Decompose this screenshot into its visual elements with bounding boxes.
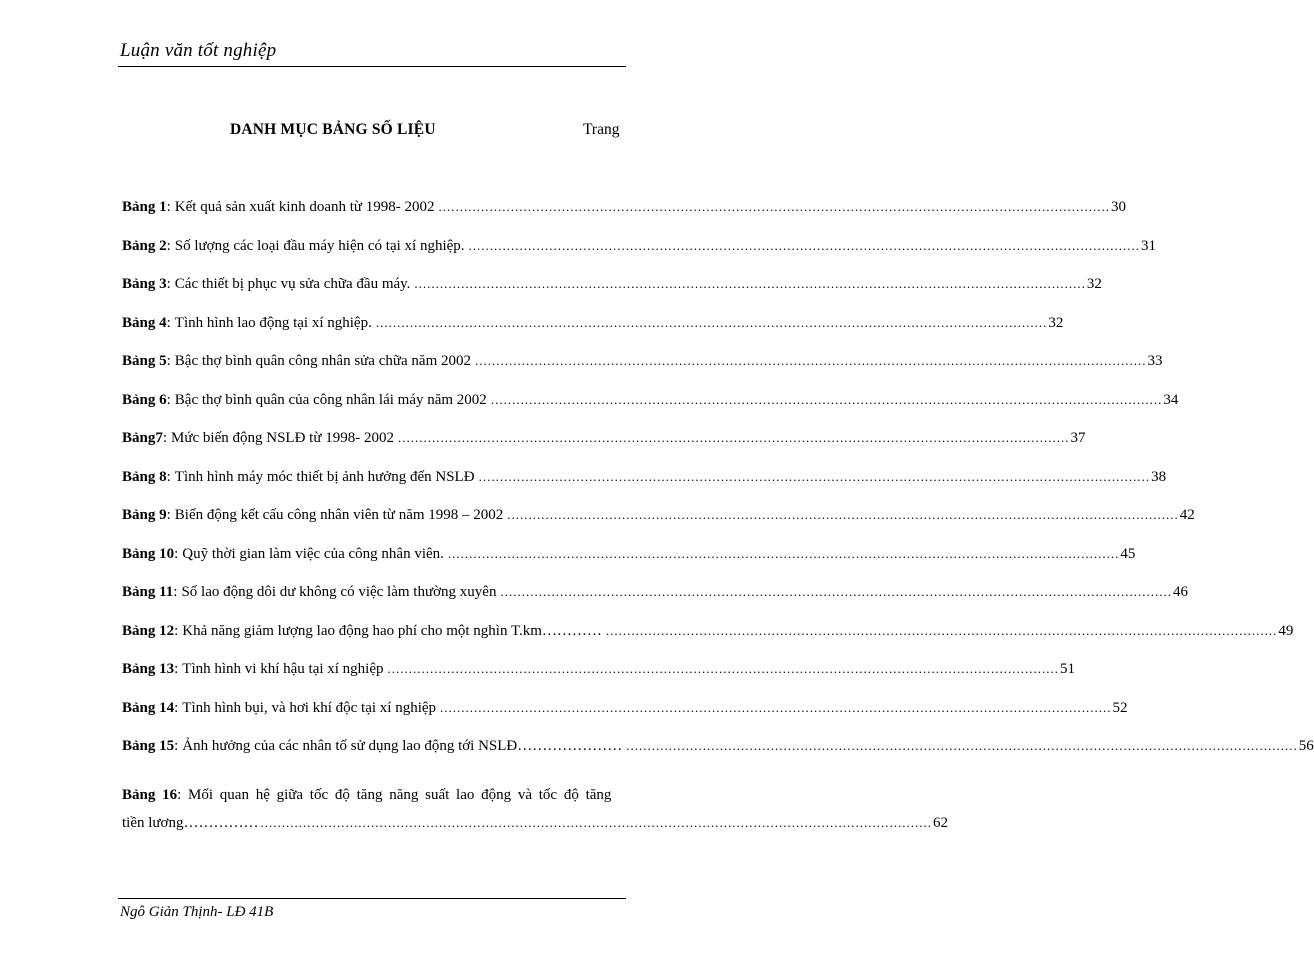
entry-text: Các thiết bị phục vụ sửa chữa đầu máy. (174, 276, 411, 292)
toc-entry (122, 199, 1127, 238)
toc-entry (122, 661, 1076, 700)
leader-dots (376, 315, 1048, 331)
entry-separator: : (177, 786, 189, 803)
entry-label: Bảng 6 (122, 391, 167, 408)
entry-label: Bảng 11 (122, 584, 174, 600)
entry-label: Bảng 10 (122, 545, 175, 562)
toc-entry-multiline (122, 781, 948, 837)
entry-label: Bảng 15 (122, 738, 175, 754)
entry-page: 51 (1060, 661, 1076, 677)
entry-page: 34 (1163, 391, 1179, 408)
leader-dots (398, 430, 1070, 446)
entry-separator: : (166, 507, 171, 523)
toc-entry (122, 430, 1086, 469)
entry-label: Bảng 4 (122, 314, 167, 331)
entry-separator: : (166, 391, 171, 408)
toc-entry (122, 276, 1102, 315)
entry-separator: : (173, 584, 178, 600)
entry-page: 49 (1278, 622, 1294, 639)
entry-page: 62 (932, 814, 948, 831)
entry-text: Kết quả sản xuất kinh doanh từ 1998- 2002 (174, 199, 435, 215)
leader-dots (440, 700, 1112, 716)
entry-text: Mối quan hệ giữa tốc độ tăng năng suất lao động và tốc độ tăng (188, 786, 612, 803)
entry-separator: : (174, 545, 179, 562)
entry-label: Bảng 9 (122, 507, 167, 523)
entry-page: 52 (1112, 699, 1128, 716)
footer-divider (118, 898, 626, 899)
entry-text: Bậc thợ bình quân công nhân sửa chữa năm 2002 (174, 353, 471, 369)
leader-dots (414, 276, 1086, 292)
toc-entry (122, 391, 1179, 431)
entry-page: 30 (1111, 199, 1127, 215)
entry-page: 33 (1147, 353, 1163, 369)
toc-entry (122, 468, 1167, 508)
entry-page: 38 (1151, 468, 1167, 485)
toc-entry (122, 545, 1136, 585)
entry-text: Mức biến động NSLĐ từ 1998- 2002 (171, 430, 394, 446)
leader-dots (388, 661, 1060, 677)
entry-text: Biến động kết cấu công nhân viên từ năm 1998 – 2002 (174, 507, 504, 523)
entry-text: Khả năng giảm lượng lao động hao phí cho một nghìn T.km………… (182, 622, 602, 639)
toc-entry (122, 507, 1195, 546)
entry-separator: : (162, 430, 168, 446)
entry-separator: : (166, 199, 171, 215)
leader-dots (507, 507, 1179, 523)
leader-dots (448, 546, 1120, 562)
entry-text: Ảnh hưởng của các nhân tố sử dụng lao động tới NSLĐ………………… (182, 738, 623, 754)
entry-text: Tình hình bụi, và hơi khí độc tại xí nghiệp (182, 699, 437, 716)
entry-text: Số lượng các loại đầu máy hiện có tại xí nghiệp. (174, 237, 465, 254)
leader-dots (439, 199, 1111, 215)
entry-separator: : (166, 276, 171, 292)
leader-dots (479, 469, 1151, 485)
entry-separator: : (166, 237, 171, 254)
leader-dots (626, 738, 1298, 754)
leader-dots (606, 623, 1278, 639)
entry-label: Bảng 13 (122, 661, 175, 677)
entry-page: 42 (1179, 507, 1195, 523)
entry-label: Bảng 3 (122, 276, 167, 292)
entry-separator: : (166, 314, 171, 331)
header-divider (118, 66, 626, 67)
entry-label: Bảng 16 (122, 786, 178, 803)
entry-line-2 (122, 809, 948, 837)
entry-page: 31 (1141, 237, 1157, 254)
entry-page: 46 (1172, 584, 1188, 600)
entry-label: Bảng7 (122, 430, 163, 446)
header-title: Luận văn tốt nghiệp (120, 40, 277, 61)
entry-text: Tình hình lao động tại xí nghiệp. (174, 314, 372, 331)
entry-page: 37 (1070, 430, 1086, 446)
leader-dots (469, 238, 1141, 254)
page-column-label: Trang (583, 121, 620, 138)
toc-entry (122, 584, 1188, 623)
entry-separator: : (174, 661, 179, 677)
leader-dots (260, 809, 932, 837)
entry-label: Bảng 5 (122, 353, 167, 369)
toc-entry (122, 237, 1157, 277)
entry-text: Quỹ thời gian làm việc của công nhân viên. (182, 545, 444, 562)
entry-line-1 (122, 781, 656, 809)
leader-dots (500, 584, 1172, 600)
entry-text: Số lao động dôi dư không có việc làm thường xuyên (181, 584, 497, 600)
entry-text: Tình hình máy móc thiết bị ảnh hưởng đến NSLĐ (174, 468, 475, 485)
toc-entry (122, 314, 1064, 354)
entry-separator: : (174, 738, 179, 754)
page-title: DANH MỤC BẢNG SỐ LIỆU (230, 121, 436, 138)
footer-author: Ngô Giản Thịnh- LĐ 41B (120, 904, 274, 920)
entry-separator: : (174, 622, 179, 639)
toc-entry (122, 622, 1294, 662)
entry-label: Bảng 12 (122, 622, 175, 639)
toc-entry (122, 699, 1128, 739)
leader-dots (475, 353, 1147, 369)
entry-page: 56 (1298, 738, 1314, 754)
table-of-contents (122, 199, 1314, 837)
entry-text: Tình hình vi khí hậu tại xí nghiệp (182, 661, 384, 677)
entry-text-continued: tiền lương…………… (122, 814, 259, 831)
toc-entry (122, 353, 1163, 392)
entry-page: 32 (1086, 276, 1102, 292)
leader-dots (491, 392, 1163, 408)
entry-separator: : (174, 699, 179, 716)
entry-separator: : (166, 468, 171, 485)
entry-text: Bậc thợ bình quân của công nhân lái máy năm 2002 (174, 391, 487, 408)
toc-entry (122, 738, 1314, 777)
entry-label: Bảng 1 (122, 199, 167, 215)
entry-label: Bảng 2 (122, 237, 167, 254)
entry-label: Bảng 8 (122, 468, 167, 485)
entry-separator: : (166, 353, 171, 369)
entry-label: Bảng 14 (122, 699, 175, 716)
entry-page: 32 (1048, 314, 1064, 331)
entry-page: 45 (1120, 545, 1136, 562)
